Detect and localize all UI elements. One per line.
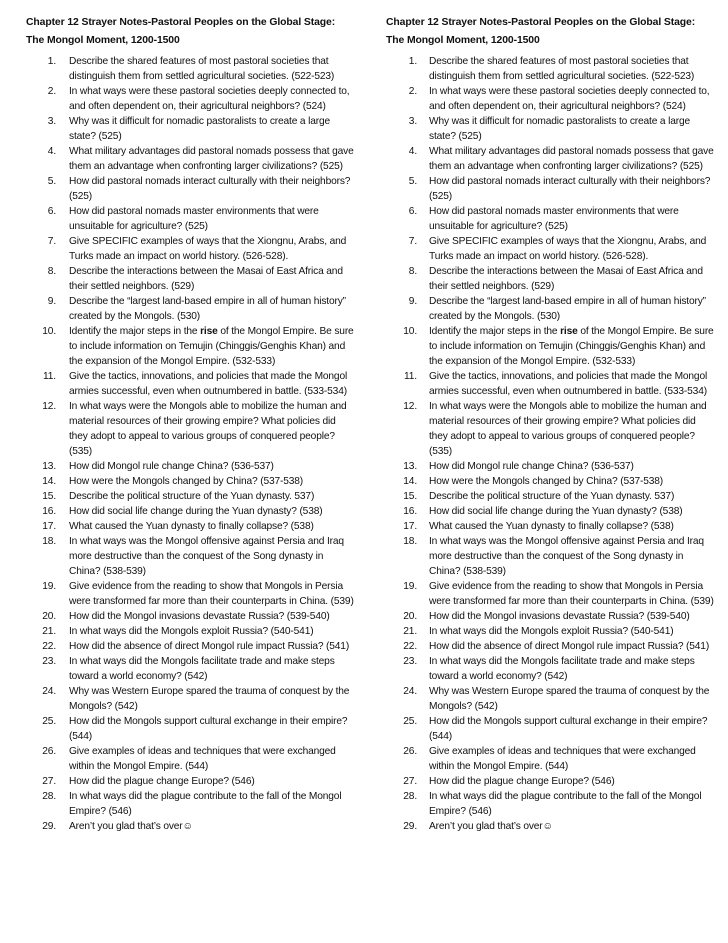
question-item	[26, 144, 356, 174]
question-number: 17.	[42, 521, 56, 532]
question-number: 27.	[42, 776, 56, 787]
question-item	[26, 684, 356, 714]
question-number: 28.	[42, 791, 56, 802]
question-item	[26, 774, 356, 789]
question-number: 24.	[42, 686, 56, 697]
question-number: 15.	[403, 491, 417, 502]
question-text: How did social life change during the Yuan dynasty? (538)	[69, 506, 323, 517]
question-number: 12.	[42, 401, 56, 412]
question-number: 29.	[42, 821, 56, 832]
question-number: 20.	[403, 611, 417, 622]
question-text: In what ways did the Mongols facilitate trade and make steps toward a world economy? (542)	[429, 656, 695, 682]
question-number: 19.	[42, 581, 56, 592]
question-text: How did the Mongol invasions devastate Russia? (539-540)	[69, 611, 330, 622]
question-number: 16.	[403, 506, 417, 517]
question-item	[386, 579, 716, 609]
question-text: Describe the “largest land-based empire in all of human history” created by the Mongols. (530)	[429, 296, 706, 322]
question-item	[386, 819, 716, 834]
question-text: Describe the interactions between the Masai of East Africa and their settled neighbors. (529)	[429, 266, 703, 292]
question-item	[26, 114, 356, 144]
question-number: 13.	[42, 461, 56, 472]
question-number: 21.	[403, 626, 417, 637]
question-text: How did the Mongols support cultural exchange in their empire? (544)	[69, 716, 348, 742]
question-text: In what ways did the plague contribute to the fall of the Mongol Empire? (546)	[429, 791, 702, 817]
question-text: Describe the political structure of the Yuan dynasty. 537)	[429, 491, 675, 502]
question-item	[26, 654, 356, 684]
question-item	[26, 84, 356, 114]
question-text: In what ways did the Mongols exploit Russia? (540-541)	[429, 626, 674, 637]
question-number: 10.	[42, 326, 56, 337]
question-text: Describe the interactions between the Masai of East Africa and their settled neighbors. (529)	[69, 266, 343, 292]
question-text: How did the absence of direct Mongol rule impact Russia? (541)	[429, 641, 710, 652]
question-text: Describe the shared features of most pastoral societies that distinguish them from settled agricultural societies. (522-523)	[429, 56, 695, 82]
question-item	[26, 789, 356, 819]
question-number: 11.	[404, 371, 417, 382]
question-item	[386, 399, 716, 459]
question-number: 14.	[403, 476, 417, 487]
question-text: How did Mongol rule change China? (536-537)	[429, 461, 634, 472]
question-text: Why was it difficult for nomadic pastoralists to create a large state? (525)	[69, 116, 331, 142]
question-text: Why was Western Europe spared the trauma of conquest by the Mongols? (542)	[429, 686, 710, 712]
right-column	[386, 14, 716, 834]
question-item	[26, 819, 356, 834]
question-number: 7.	[408, 236, 417, 247]
question-item	[26, 744, 356, 774]
question-item	[386, 639, 716, 654]
question-item	[386, 624, 716, 639]
question-number: 8.	[47, 266, 56, 277]
question-text: How did the absence of direct Mongol rule impact Russia? (541)	[69, 641, 350, 652]
question-number: 26.	[42, 746, 56, 757]
question-item	[386, 714, 716, 744]
question-number: 21.	[42, 626, 56, 637]
question-text: Aren’t you glad that’s over☺	[69, 821, 193, 832]
question-number: 28.	[403, 791, 417, 802]
question-number: 18.	[403, 536, 417, 547]
question-item	[386, 489, 716, 504]
question-item	[26, 399, 356, 459]
question-item	[26, 474, 356, 489]
question-number: 9.	[408, 296, 417, 307]
question-number: 7.	[47, 236, 56, 247]
question-number: 16.	[42, 506, 56, 517]
question-item	[386, 114, 716, 144]
question-item	[386, 474, 716, 489]
question-number: 23.	[42, 656, 56, 667]
question-item	[386, 324, 716, 369]
question-number: 25.	[403, 716, 417, 727]
question-number: 2.	[408, 86, 417, 97]
question-text: In what ways did the Mongols facilitate trade and make steps toward a world economy? (542)	[69, 656, 335, 682]
question-number: 24.	[403, 686, 417, 697]
question-item	[26, 294, 356, 324]
question-text: In what ways did the plague contribute to the fall of the Mongol Empire? (546)	[69, 791, 342, 817]
question-item	[386, 369, 716, 399]
question-number: 6.	[47, 206, 56, 217]
question-text: Give examples of ideas and techniques that were exchanged within the Mongol Empire. (544)	[69, 746, 336, 772]
question-text: What military advantages did pastoral nomads possess that gave them an advantage when confronting larger civilizations? (525)	[429, 146, 714, 172]
question-item	[386, 519, 716, 534]
question-number: 27.	[403, 776, 417, 787]
page-title: Chapter 12 Strayer Notes-Pastoral Peoples on the Global Stage: The Mongol Moment, 1200-1500	[26, 17, 336, 46]
question-item	[386, 459, 716, 474]
question-item	[386, 504, 716, 519]
question-text: Describe the “largest land-based empire in all of human history” created by the Mongols. (530)	[69, 296, 346, 322]
question-item	[26, 714, 356, 744]
question-item	[386, 609, 716, 624]
question-number: 22.	[42, 641, 56, 652]
question-text: Why was it difficult for nomadic pastoralists to create a large state? (525)	[429, 116, 691, 142]
question-number: 4.	[408, 146, 417, 157]
question-number: 22.	[403, 641, 417, 652]
question-text: Give the tactics, innovations, and policies that made the Mongol armies successful, even when outnumbered in battle. (533-534)	[69, 371, 348, 397]
question-text: In what ways were these pastoral societies deeply connected to, and often dependent on, their agricultural neighbors? (524)	[69, 86, 350, 112]
question-item	[26, 459, 356, 474]
question-text: Describe the political structure of the Yuan dynasty. 537)	[69, 491, 315, 502]
question-number: 8.	[408, 266, 417, 277]
question-item	[26, 609, 356, 624]
question-item	[26, 264, 356, 294]
question-number: 25.	[42, 716, 56, 727]
question-text: of the Mongol Empire. Be sure to include information on Temujin (Chinggis/Genghis Khan) and the expansion of the Mongol Empire. (532-533)	[429, 326, 714, 367]
question-text: Give evidence from the reading to show that Mongols in Persia were transformed far more than their counterparts in China. (539)	[69, 581, 354, 607]
question-item	[26, 54, 356, 84]
question-number: 10.	[403, 326, 417, 337]
question-item	[386, 684, 716, 714]
question-number: 5.	[47, 176, 56, 187]
question-number: 14.	[42, 476, 56, 487]
question-text: of the Mongol Empire. Be sure to include information on Temujin (Chinggis/Genghis Khan) and the expansion of the Mongol Empire. (532-533)	[69, 326, 354, 367]
question-text: Give SPECIFIC examples of ways that the Xiongnu, Arabs, and Turks made an impact on world history. (526-528).	[429, 236, 707, 262]
question-text: How did the plague change Europe? (546)	[69, 776, 255, 787]
question-text: How did pastoral nomads interact culturally with their neighbors? (525)	[69, 176, 351, 202]
question-text: Give SPECIFIC examples of ways that the Xiongnu, Arabs, and Turks made an impact on world history. (526-528).	[69, 236, 347, 262]
question-number: 2.	[47, 86, 56, 97]
question-number: 5.	[408, 176, 417, 187]
question-text-emphasis: rise	[200, 326, 218, 337]
question-text: How did the Mongols support cultural exchange in their empire? (544)	[429, 716, 708, 742]
question-item	[26, 624, 356, 639]
question-text: Identify the major steps in the	[429, 326, 561, 337]
question-item	[386, 234, 716, 264]
question-number: 9.	[47, 296, 56, 307]
question-text: Give examples of ideas and techniques that were exchanged within the Mongol Empire. (544)	[429, 746, 696, 772]
question-text: How did Mongol rule change China? (536-537)	[69, 461, 274, 472]
question-text: Describe the shared features of most pastoral societies that distinguish them from settled agricultural societies. (522-523)	[69, 56, 335, 82]
question-item	[26, 204, 356, 234]
question-item	[26, 234, 356, 264]
question-text: How did pastoral nomads master environments that were unsuitable for agriculture? (525)	[429, 206, 679, 232]
question-item	[386, 789, 716, 819]
question-number: 1.	[408, 56, 417, 67]
question-number: 3.	[408, 116, 417, 127]
question-number: 19.	[403, 581, 417, 592]
question-number: 6.	[408, 206, 417, 217]
question-number: 18.	[42, 536, 56, 547]
question-text: Identify the major steps in the	[69, 326, 201, 337]
question-text: How did the plague change Europe? (546)	[429, 776, 615, 787]
question-item	[26, 579, 356, 609]
question-text: What military advantages did pastoral nomads possess that gave them an advantage when confronting larger civilizations? (525)	[69, 146, 354, 172]
question-text: How were the Mongols changed by China? (537-538)	[429, 476, 664, 487]
question-item	[386, 204, 716, 234]
question-number: 20.	[42, 611, 56, 622]
question-number: 4.	[47, 146, 56, 157]
question-text: In what ways were the Mongols able to mobilize the human and material resources of their growing empire? What policies did they adopt to appeal to various groups of conquered people? (535)	[429, 401, 707, 457]
question-text: How did pastoral nomads interact culturally with their neighbors? (525)	[429, 176, 711, 202]
question-item	[386, 54, 716, 84]
question-item	[26, 519, 356, 534]
question-item	[386, 174, 716, 204]
question-text: How did social life change during the Yuan dynasty? (538)	[429, 506, 683, 517]
question-item	[26, 369, 356, 399]
question-number: 11.	[43, 371, 56, 382]
question-number: 3.	[47, 116, 56, 127]
question-item	[26, 639, 356, 654]
question-number: 15.	[42, 491, 56, 502]
question-text: In what ways did the Mongols exploit Russia? (540-541)	[69, 626, 314, 637]
question-item	[26, 534, 356, 579]
question-text: Give the tactics, innovations, and policies that made the Mongol armies successful, even when outnumbered in battle. (533-534)	[429, 371, 708, 397]
question-number: 17.	[403, 521, 417, 532]
question-item	[386, 264, 716, 294]
question-item	[386, 744, 716, 774]
question-item	[386, 534, 716, 579]
question-text: In what ways was the Mongol offensive against Persia and Iraq more destructive than the conquest of the Song dynasty in China? (538-539)	[429, 536, 704, 577]
question-item	[386, 654, 716, 684]
question-text: In what ways were the Mongols able to mobilize the human and material resources of their growing empire? What policies did they adopt to appeal to various groups of conquered people? (535)	[69, 401, 347, 457]
question-text: Give evidence from the reading to show that Mongols in Persia were transformed far more than their counterparts in China. (539)	[429, 581, 714, 607]
question-text: Why was Western Europe spared the trauma of conquest by the Mongols? (542)	[69, 686, 350, 712]
question-number: 13.	[403, 461, 417, 472]
question-item	[386, 774, 716, 789]
question-text: In what ways were these pastoral societies deeply connected to, and often dependent on, their agricultural neighbors? (524)	[429, 86, 710, 112]
question-item	[386, 84, 716, 114]
question-number: 12.	[403, 401, 417, 412]
question-number: 29.	[403, 821, 417, 832]
question-item	[26, 174, 356, 204]
question-list	[26, 54, 356, 834]
question-list	[386, 54, 716, 834]
question-text: In what ways was the Mongol offensive against Persia and Iraq more destructive than the conquest of the Song dynasty in China? (538-539)	[69, 536, 344, 577]
question-item	[386, 144, 716, 174]
question-number: 26.	[403, 746, 417, 757]
question-number: 23.	[403, 656, 417, 667]
question-text: What caused the Yuan dynasty to finally collapse? (538)	[429, 521, 674, 532]
question-item	[26, 489, 356, 504]
question-item	[386, 294, 716, 324]
page-title: Chapter 12 Strayer Notes-Pastoral Peoples on the Global Stage: The Mongol Moment, 1200-1500	[386, 17, 696, 46]
question-text: Aren’t you glad that’s over☺	[429, 821, 553, 832]
question-text: How did pastoral nomads master environments that were unsuitable for agriculture? (525)	[69, 206, 319, 232]
question-text: How did the Mongol invasions devastate Russia? (539-540)	[429, 611, 690, 622]
question-number: 1.	[47, 56, 56, 67]
question-item	[26, 324, 356, 369]
left-column	[26, 14, 356, 834]
question-item	[26, 504, 356, 519]
question-text-emphasis: rise	[560, 326, 578, 337]
question-text: What caused the Yuan dynasty to finally collapse? (538)	[69, 521, 314, 532]
question-text: How were the Mongols changed by China? (537-538)	[69, 476, 304, 487]
